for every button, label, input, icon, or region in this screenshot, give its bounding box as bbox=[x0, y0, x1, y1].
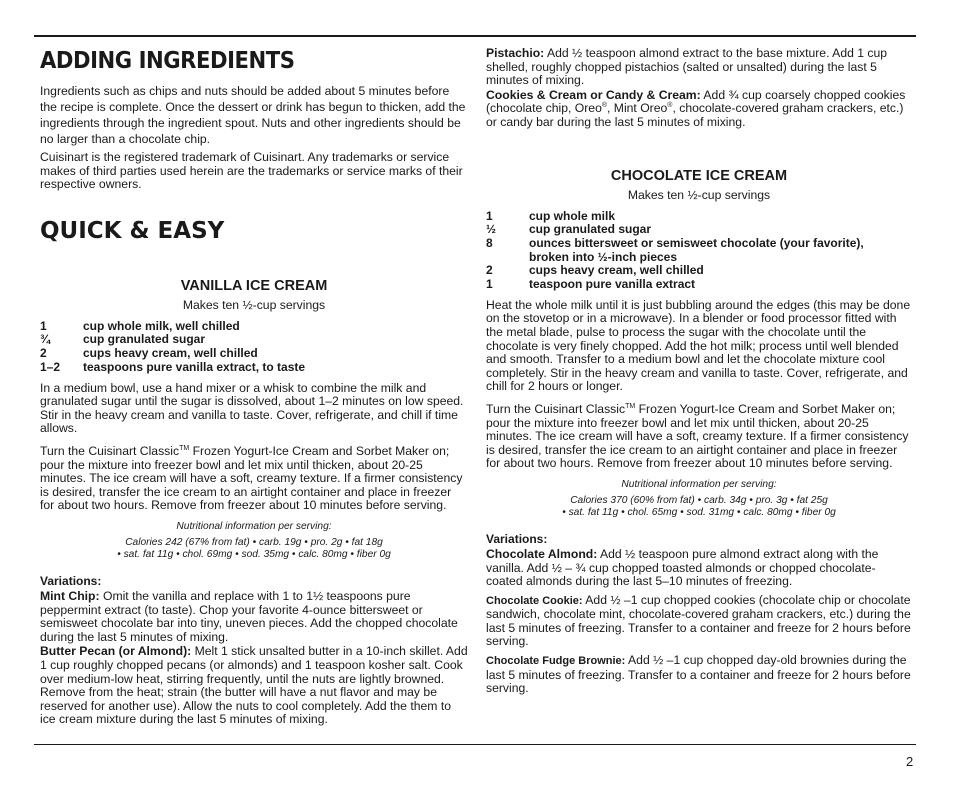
nutrition-line-1: Calories 242 (67% from fat) • carb. 19g • pro. 2g • fat 18g bbox=[125, 536, 383, 548]
vanilla-recipe bbox=[40, 278, 468, 727]
variation-name: Chocolate Cookie: bbox=[486, 594, 583, 607]
variation-name: Chocolate Fudge Brownie: bbox=[486, 655, 626, 668]
variation-text: Add ½ –1 cup chopped day-old brownies during the last 5 minutes of freezing. Transfer to a container and freeze for 2 hours before serving. bbox=[486, 653, 911, 696]
variation-text-a: Add ¾ cup coarsely chopped cookies (chocolate chip, Oreo bbox=[486, 87, 906, 116]
ingredient-row bbox=[40, 320, 468, 334]
variation-text-c: , chocolate-covered graham crackers, etc.) or candy bar during the last 5 minutes of mixing. bbox=[486, 101, 904, 129]
ingredient-list bbox=[486, 210, 912, 292]
ingredient-row bbox=[486, 223, 912, 237]
variation-chocolate-almond bbox=[486, 548, 912, 589]
ingredient-row bbox=[40, 361, 468, 375]
ingredient-item: teaspoon pure vanilla extract bbox=[529, 277, 696, 292]
variation-name: Mint Chip: bbox=[40, 588, 100, 603]
ingredient-qty: 1 bbox=[40, 318, 47, 333]
servings-text: Makes ten ½-cup servings bbox=[182, 297, 326, 312]
variation-name: Butter Pecan (or Almond): bbox=[40, 644, 192, 659]
step2-text-a: Turn the Cuisinart Classic bbox=[486, 401, 626, 416]
ingredient-list bbox=[40, 320, 468, 375]
step2-text-a: Turn the Cuisinart Classic bbox=[40, 443, 180, 458]
adding-ingredients-heading: ADDING INGREDIENTS bbox=[40, 48, 295, 74]
trademark-text: Cuisinart is the registered trademark of Cuisinart. Any trademarks or service makes of third parties used herein are the trademarks or service marks of their respective owners. bbox=[40, 150, 463, 192]
nutrition-heading: Nutritional information per serving: bbox=[621, 478, 777, 490]
page-number: 2 bbox=[906, 754, 914, 769]
ingredient-item: ounces bittersweet or semisweet chocolate (your favorite), broken into ½-inch pieces bbox=[529, 235, 864, 264]
ingredient-item: cup granulated sugar bbox=[529, 222, 652, 237]
variation-text: Add ½ –1 cup chopped cookies (chocolate chip or chocolate sandwich, chocolate mint, chocolate-covered graham crackers, etc.) during the last 5 minutes of freezing. Transfer to a container and freeze for 2 hours before serving. bbox=[486, 592, 911, 649]
adding-ingredients-text: Ingredients such as chips and nuts should be added about 5 minutes before the recipe is complete. Once the dessert or drink has begun to thicken, add the ingredients through the ingredient spout. Nuts and other ingredients should be no larger than a chocolate chip. bbox=[40, 84, 466, 146]
ingredient-item: cup granulated sugar bbox=[83, 332, 206, 347]
variation-text: Add ½ teaspoon pure almond extract along with the vanilla. Add ½ – ¾ cup chopped toasted almonds or chopped chocolate-coated almonds during the last 5–10 minutes of freezing. bbox=[486, 546, 879, 589]
variation-name: Chocolate Almond: bbox=[486, 546, 598, 561]
ingredient-row bbox=[486, 264, 912, 278]
ingredient-qty: ½ bbox=[486, 222, 497, 237]
instruction-step-1: Heat the whole milk until it is just bubbling around the edges (this may be done on the stovetop or in a microwave). In a blender or food processor fitted with the metal blade, pulse to process the sugar with the chocolate until the chocolate is very finely chopped. Add the hot milk; process until well blended and smooth. Transfer to a medium bowl and let the chocolate mixture cool completely. Stir in the heavy cream and vanilla to taste. Cover, refrigerate, and chill for 2 hours or longer. bbox=[486, 297, 911, 394]
registered-mark: ® bbox=[601, 102, 608, 110]
ingredient-row bbox=[486, 278, 912, 292]
variation-butter-pecan bbox=[40, 645, 468, 727]
trademark-mark: TM bbox=[179, 444, 190, 452]
ingredient-row bbox=[40, 333, 468, 347]
bottom-rule bbox=[34, 744, 916, 745]
ingredient-qty: ¾ bbox=[40, 332, 51, 347]
nutrition-line-2: • sat. fat 11g • chol. 65mg • sod. 31mg • calc. 80mg • fiber 0g bbox=[562, 507, 836, 519]
ingredient-qty: 1 bbox=[486, 208, 493, 223]
ingredient-row bbox=[40, 347, 468, 361]
variation-text: Omit the vanilla and replace with 1 to 1½ teaspoons pure peppermint extract (to taste). Chop your favorite 4-ounce bittersweet or semisweet chocolate bar into tiny, uneven pieces. Add the chopped chocolate during the last 5 minutes of mixing. bbox=[40, 588, 458, 644]
right-column bbox=[486, 47, 912, 696]
left-column bbox=[40, 45, 468, 727]
nutrition-line-1: Calories 370 (60% from fat) • carb. 34g • pro. 3g • fat 25g bbox=[570, 494, 828, 506]
variations-heading: Variations: bbox=[40, 573, 102, 588]
ingredient-qty: 1 bbox=[486, 277, 493, 292]
ingredient-item: cup whole milk, well chilled bbox=[83, 318, 240, 333]
ingredient-item: cup whole milk bbox=[529, 208, 616, 223]
instruction-step-1: In a medium bowl, use a hand mixer or a whisk to combine the milk and granulated sugar until the sugar is dissolved, about 1–2 minutes on low speed. Stir in the heavy cream and vanilla to taste. Cover, refrigerate, and chill if time allows. bbox=[40, 380, 464, 436]
variation-text: Add ½ teaspoon almond extract to the base mixture. Add 1 cup shelled, roughly chopped pistachios (salted or unsalted) during the last 5 minutes of mixing. bbox=[486, 46, 888, 88]
step2-text-b: Frozen Yogurt-Ice Cream and Sorbet Maker on; pour the mixture into freezer bowl and let mix until thicken, about 20-25 minutes. The ice cream will have a soft, creamy texture. If a firmer consistency is desired, transfer the ice cream to an airtight container and place in freezer for about two hours. Remove from freezer about 10 minutes before serving. bbox=[40, 443, 463, 513]
variation-chocolate-cookie bbox=[486, 594, 912, 649]
variation-text: Melt 1 stick unsalted butter in a 10-inch skillet. Add 1 cup roughly chopped pecans (or almonds) and 1 teaspoon kosher salt. Cook over medium-low heat, stirring frequently, until the nuts are lightly browned. Remove from the heat; strain (the butter will have a nut flavor and may be reserved for another use). Allow the nuts to cool completely. Add the them to ice cream mixture during the last 5 minutes of mixing. bbox=[40, 644, 468, 727]
instruction-step-2 bbox=[486, 403, 912, 471]
registered-mark: ® bbox=[667, 102, 673, 110]
ingredient-row bbox=[486, 237, 912, 264]
variation-name: Pistachio: bbox=[486, 46, 545, 60]
variation-cookies-cream bbox=[486, 89, 912, 130]
instruction-step-2 bbox=[40, 445, 468, 513]
ingredient-item: cups heavy cream, well chilled bbox=[529, 263, 704, 278]
trademark-mark: TM bbox=[625, 402, 636, 410]
ingredient-item: cups heavy cream, well chilled bbox=[83, 346, 258, 361]
ingredient-row bbox=[486, 210, 912, 224]
ingredient-qty: 1–2 bbox=[40, 359, 61, 374]
variation-mint-chip bbox=[40, 590, 468, 644]
quick-easy-heading: QUICK & EASY bbox=[40, 217, 225, 244]
variations-heading: Variations: bbox=[486, 531, 548, 546]
variation-chocolate-fudge-brownie bbox=[486, 654, 912, 696]
recipe-title: VANILLA ICE CREAM bbox=[180, 277, 328, 294]
nutrition-line-2: • sat. fat 11g • chol. 69mg • sod. 35mg • calc. 80mg • fiber 0g bbox=[117, 549, 391, 561]
ingredient-item: teaspoons pure vanilla extract, to taste bbox=[83, 359, 306, 374]
chocolate-recipe bbox=[486, 168, 912, 696]
ingredient-qty: 8 bbox=[486, 235, 493, 250]
step2-text-b: Frozen Yogurt-Ice Cream and Sorbet Maker on; pour the mixture into freezer bowl and let mix until thicken, about 20-25 minutes. The ice cream will have a soft, creamy texture. If a firmer consistency is desired, transfer the ice cream to an airtight container and place in freezer for about two hours. Remove from freezer about 10 minutes before serving. bbox=[486, 401, 909, 471]
variation-pistachio bbox=[486, 47, 912, 88]
nutrition-heading: Nutritional information per serving: bbox=[176, 520, 332, 532]
ingredient-qty: 2 bbox=[40, 346, 47, 361]
top-rule bbox=[34, 35, 916, 37]
ingredient-qty: 2 bbox=[486, 263, 493, 278]
recipe-title: CHOCOLATE ICE CREAM bbox=[610, 167, 788, 184]
variation-text-b: , Mint Oreo bbox=[607, 101, 668, 116]
variation-name: Cookies & Cream or Candy & Cream: bbox=[486, 87, 701, 102]
servings-text: Makes ten ½-cup servings bbox=[627, 187, 771, 202]
